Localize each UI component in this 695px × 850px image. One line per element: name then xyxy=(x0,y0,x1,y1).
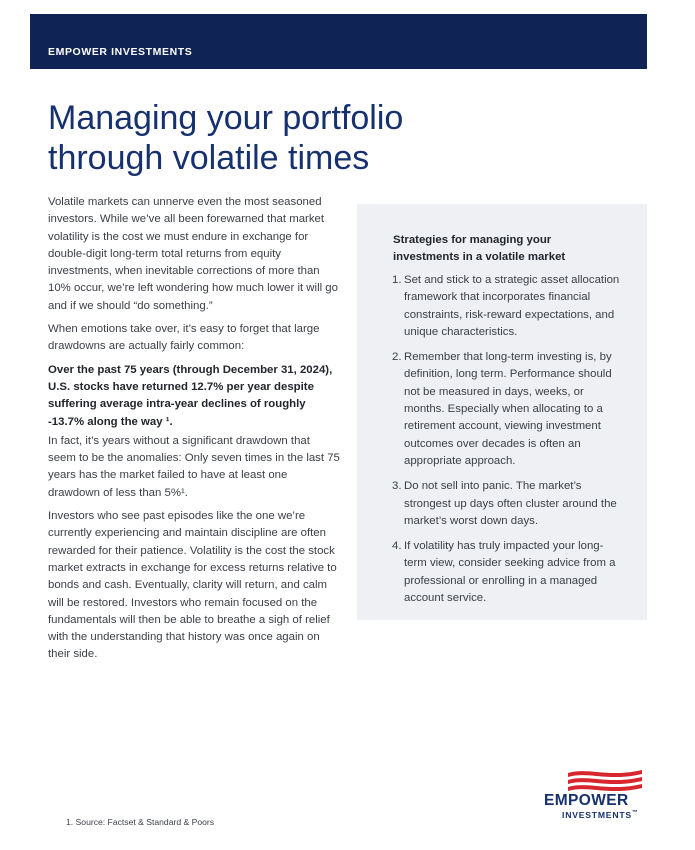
strategies-sidebar xyxy=(357,204,647,620)
strategy-text: Set and stick to a strategic asset allocation framework that incorporates financial constraints, risk-reward expectations, and unique characteristics. xyxy=(404,274,620,338)
page-title-line-1: Managing your portfolio xyxy=(48,99,404,137)
page-title xyxy=(48,98,608,178)
strategy-item-2 xyxy=(392,349,620,470)
strategy-item-3 xyxy=(392,478,620,530)
strategy-item-1 xyxy=(392,272,620,341)
body-paragraph-4: In fact, it’s years without a significant drawdown that seem to be the anomalies: Only seven times in the last 75 years has the market failed to have at least one drawdown of less than 5%¹. xyxy=(48,434,340,499)
logo-subtitle: INVESTMENTS™ xyxy=(562,810,639,820)
strategy-number: 3. xyxy=(392,480,402,493)
strategy-text: Remember that long-term investing is, by definition, long term. Performance should not be measured in days, weeks, or months. Especially when allocating to a retirement account, viewing investment outcomes over decades is often an appropriate approach. xyxy=(404,351,612,467)
flag-stripes-icon xyxy=(566,768,644,792)
sidebar-title: Strategies for managing your investments in a volatile market xyxy=(393,234,566,263)
strategy-text: If volatility has truly impacted your long-term view, consider seeking advice from a professional or enrolling in a managed account service. xyxy=(404,540,616,605)
header-label: EMPOWER INVESTMENTS xyxy=(48,46,193,58)
body-paragraph-1: Volatile markets can unnerve even the most seasoned investors. While we’ve all been forewarned that market volatility is the cost we must endure in exchange for double-digit long-term total returns from equity investments, when inevitable corrections of more than 10% occur, we’re left wondering how much lower it will go and if we should “do something.” xyxy=(48,196,338,312)
strategy-number: 2. xyxy=(392,351,402,364)
empower-logo xyxy=(544,768,648,824)
footnote: 1. Source: Factset & Standard & Poors xyxy=(66,817,215,827)
page-title-line-2: through volatile times xyxy=(48,139,370,177)
logo-wordmark: EMPOWER xyxy=(544,792,629,809)
body-paragraph-5: Investors who see past episodes like the one we’re currently experiencing and maintain discipline are often rewarded for their patience. Volatility is the cost the stock market extracts in exchange for excess returns relative to bonds and cash. Eventually, clarity will return, and calm will be restored. Investors who remain focused on the fundamentals will then be able to breathe a sigh of relief with the understanding that history was once again on their side. xyxy=(48,510,337,661)
header-banner xyxy=(30,14,647,69)
body-paragraph-2: When emotions take over, it’s easy to forget that large drawdowns are actually fairly common: xyxy=(48,323,320,353)
strategy-item-4 xyxy=(392,538,620,607)
body-column xyxy=(48,194,340,670)
strategy-text: Do not sell into panic. The market’s strongest up days often cluster around the market’s worst down days. xyxy=(404,480,617,527)
strategy-number: 4. xyxy=(392,540,402,553)
body-highlight-paragraph: Over the past 75 years (through December 31, 2024), U.S. stocks have returned 12.7% per year despite suffering average intra-year declines of roughly -13.7% along the way ¹. xyxy=(48,363,333,428)
strategy-number: 1. xyxy=(392,274,402,286)
strategies-list xyxy=(392,272,620,615)
trademark-symbol: ™ xyxy=(631,810,639,816)
